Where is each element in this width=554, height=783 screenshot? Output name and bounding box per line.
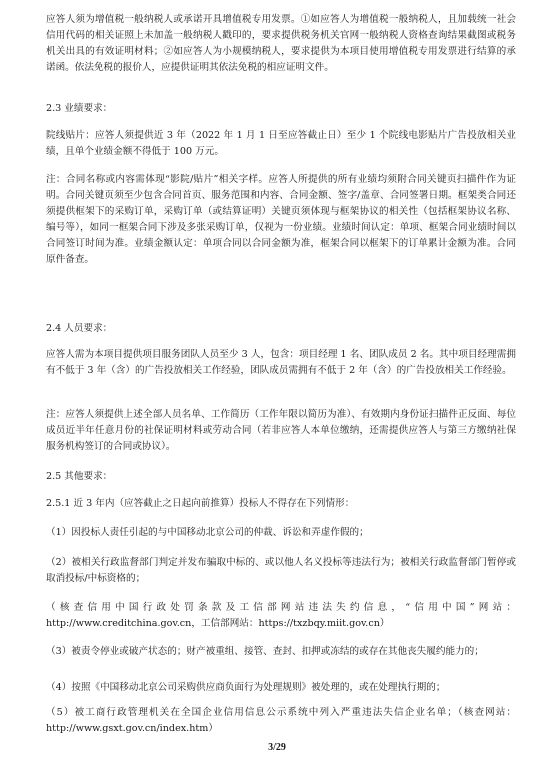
section-2-5-heading: 2.5 其他要求：	[46, 471, 113, 482]
staff-note-paragraph: 注：应答人须提供上述全部人员名单、工作简历（工作年限以简历为准）、有效期内身份证扫描件正反面、每位成员近半年任意月份的社保证明材料或劳动合同（若非应答人本单位缴纳，还需提供应答人与第三方缴纳社保服务机构签订的合同或协议）。	[46, 409, 516, 452]
cinema-performance-paragraph: 院线贴片：应答人须提供近 3 年（2022 年 1 月 1 日至应答截止日）至少 1 个院线电影贴片广告投放相关业绩，且单个业绩金额不得低于 100 万元。	[46, 130, 516, 157]
vat-requirement-paragraph: 应答人须为增值税一般纳税人或承诺开具增值税专用发票。①如应答人为增值税一般纳税人，且加载统一社会信用代码的相关证照上未加盖一般纳税人戳印的，要求提供税务机关官网一般纳税人资格查询结果截图或税务机关出具的有效证明材料；②如应答人为小规模纳税人，要求提供为本项目使用增值税专用发票进行结算的承诺函。依法免税的报价人，应提供证明其依法免税的相应证明文件。	[46, 14, 516, 73]
section-2-3-heading: 2.3 业绩要求：	[46, 103, 113, 114]
list-item-5: （5）被工商行政管理机关在全国企业信用信息公示系统中列入严重违法失信企业名单；（核查网站：http://www.gsxt.gov.cn/index.htm）	[46, 707, 516, 734]
section-2-4-heading: 2.4 人员要求：	[46, 323, 113, 334]
credit-check-paragraph: （核查信用中国行政处罚条款及工信部网站违法失约信息，“信用中国”网站：http://www.creditchina.gov.cn，工信部网站：https://txzbqy.miit.gov.cn）	[46, 602, 516, 629]
performance-note-paragraph: 注：合同名称或内容需体现“影院/贴片”相关字样。应答人所提供的所有业绩均须附合同关键页扫描件作为证明。合同关键页须至少包含合同首页、服务范围和内容、合同金额、签字/盖章、合同签署日期。框架类合同还须提供框架下的采购订单，采购订单（或结算证明）关键页须体现与框架协议的相关性（包括框架协议名称、编号等），如同一框架合同下涉及多张采购订单，仅视为一份业绩。业绩时间认定：单项、框架合同业绩时间以合同签订时间为准。业绩金额认定：单项合同以合同金额为准，框架合同以框架下的订单累计金额为准。合同原件备查。	[46, 174, 516, 265]
list-item-2: （2）被相关行政监督部门判定并发布骗取中标的、或以他人名义投标等违法行为；被相关行政监督部门暂停或取消投标/中标资格的；	[46, 557, 516, 584]
page-number: 3/29	[268, 742, 286, 753]
list-item-4: （4）按照《中国移动北京公司采购供应商负面行为处理规则》被处理的，或在处理执行期的；	[46, 682, 446, 693]
list-item-3: （3）被责令停业或破产状态的；财产被重组、接管、查封、扣押或冻结的或存在其他丧失履约能力的；	[46, 646, 484, 657]
staff-requirement-paragraph: 应答人需为本项目提供项目服务团队人员至少 3 人，包含：项目经理 1 名、团队成员 2 名。其中项目经理需拥有不低于 3 年（含）的广告投放相关工作经验，团队成员需拥有不低于 2 年（含）的广告投放相关工作经验。	[46, 349, 516, 376]
list-item-1: （1）因投标人责任引起的与中国移动北京公司的仲裁、诉讼和弄虚作假的；	[46, 527, 369, 538]
clause-2-5-1-paragraph: 2.5.1 近 3 年内（应答截止之日起向前推算）投标人不得存在下列情形：	[46, 498, 355, 509]
